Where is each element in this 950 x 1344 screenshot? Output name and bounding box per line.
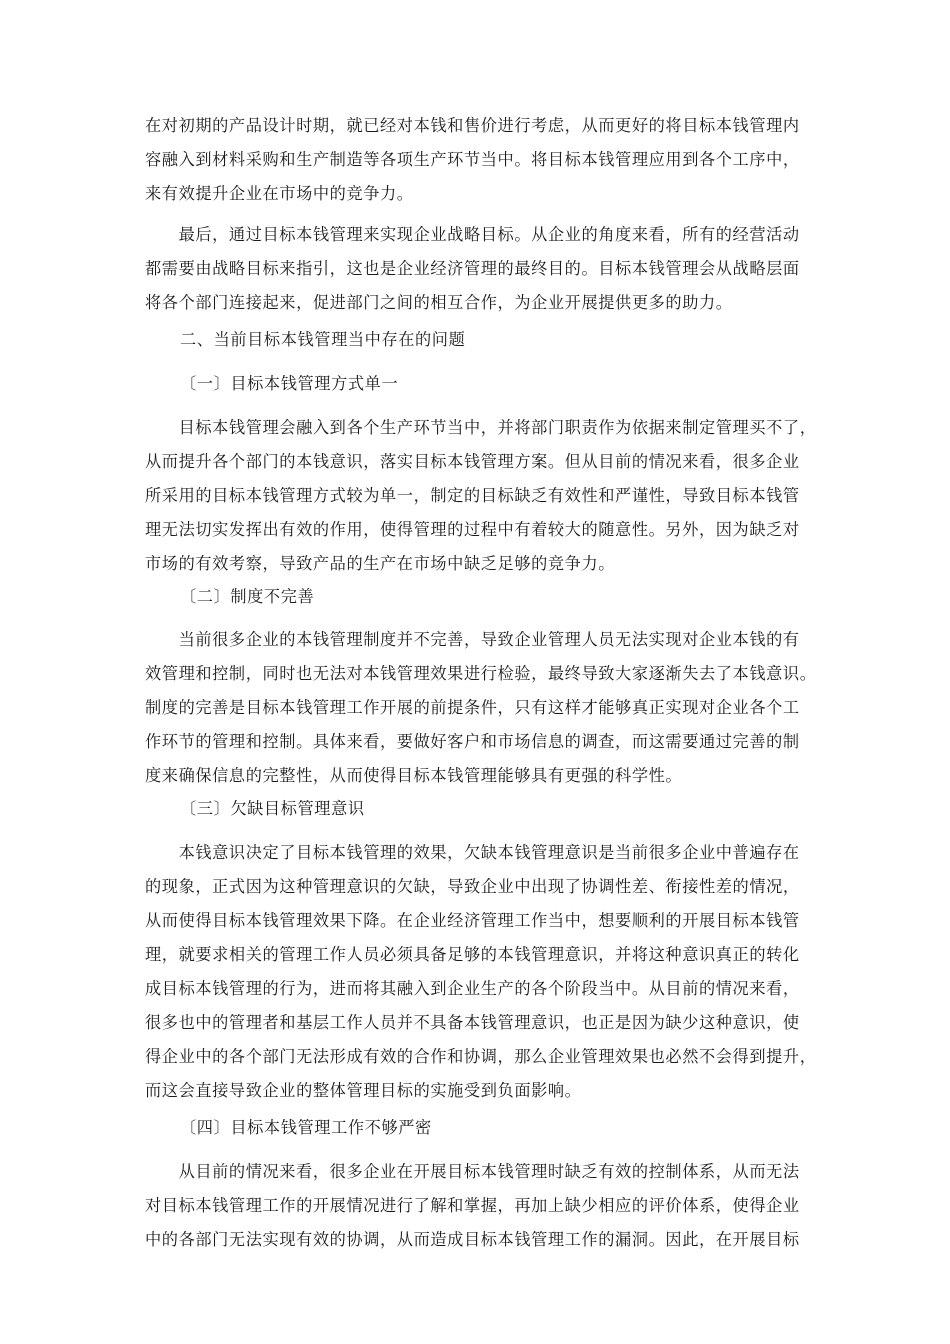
text-line: 从而提升各个部门的本钱意识，落实目标本钱管理方案。但从目前的情况来看，很多企业 bbox=[145, 452, 800, 471]
paragraph-not-rigorous bbox=[145, 1155, 805, 1257]
text-line: 对目标本钱管理工作的开展情况进行了解和掌握，再加上缺少相应的评价体系，使得企业 bbox=[145, 1196, 800, 1215]
text-line: 很多也中的管理者和基层工作人员并不具备本钱管理意识，也正是因为缺少这种意识，使 bbox=[145, 1013, 800, 1032]
text-line: 效管理和控制，同时也无法对本钱管理效果进行检验，最终导致大家逐渐失去了本钱意识。 bbox=[145, 664, 817, 683]
text-line: 度来确保信息的完整性，从而使得目标本钱管理能够具有更强的科学性。 bbox=[145, 766, 683, 785]
text-line: 最后，通过目标本钱管理来实现企业战略目标。从企业的角度来看，所有的经营活动 bbox=[145, 225, 800, 244]
text-line: 当前很多企业的本钱管理制度并不完善，导致企业管理人员无法实现对企业本钱的有 bbox=[145, 630, 800, 649]
text-line: 容融入到材料采购和生产制造等各项生产环节当中。将目标本钱管理应用到各个工序中， bbox=[145, 150, 800, 169]
text-line: 目标本钱管理会融入到各个生产环节当中，并将部门职责作为依据来制定管理买不了， bbox=[145, 418, 817, 437]
text-line: 都需要由战略目标来指引，这也是企业经济管理的最终目的。目标本钱管理会从战略层面 bbox=[145, 259, 800, 278]
subsection-heading-3: 〔三〕欠缺目标管理意识 bbox=[180, 799, 365, 818]
text-line: 理，就要求相关的管理工作人员必须具备足够的本钱管理意识，并将这种意识真正的转化 bbox=[145, 945, 800, 964]
paragraph-product-design bbox=[145, 109, 805, 211]
text-line: 而这会直接导致企业的整体管理目标的实施受到负面影响。 bbox=[145, 1081, 582, 1100]
text-line: 成目标本钱管理的行为，进而将其融入到企业生产的各个阶段当中。从目前的情况来看， bbox=[145, 979, 800, 998]
text-line: 来有效提升企业在市场中的竞争力。 bbox=[145, 184, 414, 203]
paragraph-single-method bbox=[145, 411, 817, 581]
text-line: 将各个部门连接起来，促进部门之间的相互合作，为企业开展提供更多的助力。 bbox=[145, 293, 733, 312]
subsection-heading-2: 〔二〕制度不完善 bbox=[180, 587, 315, 606]
section-heading: 二、当前目标本钱管理当中存在的问题 bbox=[180, 330, 466, 349]
text-line: 作环节的管理和控制。具体来看，要做好客户和市场信息的调查，而这需要通过完善的制 bbox=[145, 732, 800, 751]
text-line: 制度的完善是目标本钱管理工作开展的前提条件，只有这样才能够真正实现对企业各个工 bbox=[145, 698, 800, 717]
text-line: 的现象，正式因为这种管理意识的欠缺，导致企业中出现了协调性差、衔接性差的情况， bbox=[145, 877, 800, 896]
text-line: 本钱意识决定了目标本钱管理的效果，欠缺本钱管理意识是当前很多企业中普遍存在 bbox=[145, 843, 800, 862]
subsection-heading-1: 〔一〕目标本钱管理方式单一 bbox=[180, 374, 399, 393]
text-line: 市场的有效考察，导致产品的生产在市场中缺乏足够的竞争力。 bbox=[145, 554, 616, 573]
text-line: 得企业中的各个部门无法形成有效的合作和协调，那么企业管理效果也必然不会得到提升， bbox=[145, 1047, 817, 1066]
text-line: 中的各部门无法实现有效的协调，从而造成目标本钱管理工作的漏洞。因此，在开展目标 bbox=[145, 1230, 800, 1249]
paragraph-strategy bbox=[145, 218, 805, 320]
text-line: 从目前的情况来看，很多企业在开展目标本钱管理时缺乏有效的控制体系，从而无法 bbox=[145, 1162, 800, 1181]
text-line: 所采用的目标本钱管理方式较为单一，制定的目标缺乏有效性和严谨性，导致目标本钱管 bbox=[145, 486, 800, 505]
paragraph-lack-awareness bbox=[145, 836, 817, 1108]
text-line: 在对初期的产品设计时期，就已经对本钱和售价进行考虑，从而更好的将目标本钱管理内 bbox=[145, 116, 800, 135]
subsection-heading-4: 〔四〕目标本钱管理工作不够严密 bbox=[180, 1118, 432, 1137]
text-line: 从而使得目标本钱管理效果下降。在企业经济管理工作当中，想要顺利的开展目标本钱管 bbox=[145, 911, 800, 930]
text-line: 理无法切实发挥出有效的作用，使得管理的过程中有着较大的随意性。另外，因为缺乏对 bbox=[145, 520, 800, 539]
paragraph-incomplete-system bbox=[145, 623, 817, 793]
